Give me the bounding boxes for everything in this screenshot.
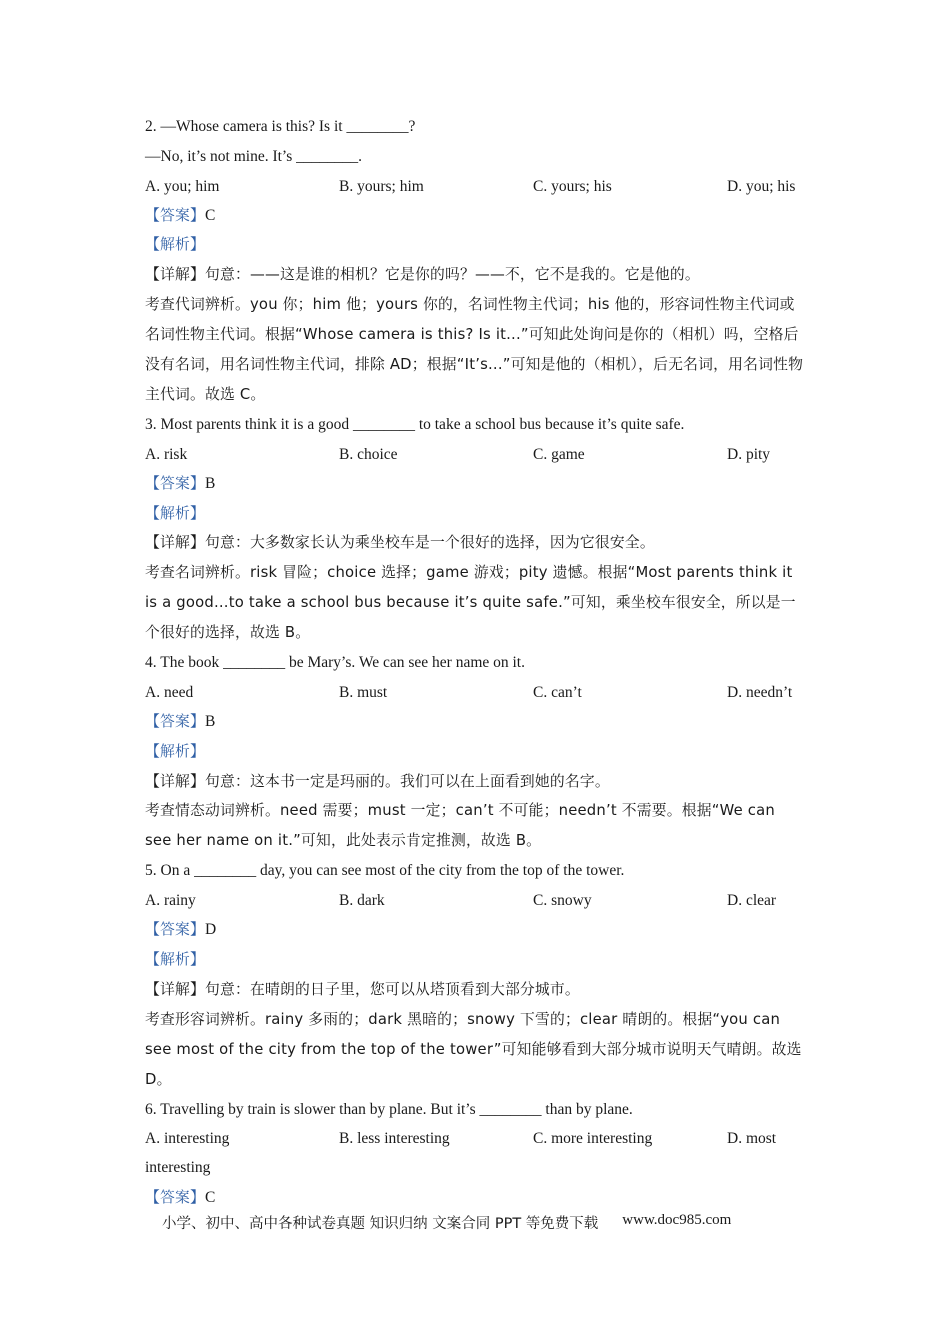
q5-analysis xyxy=(145,945,805,975)
q5-detail-1 xyxy=(145,975,805,1005)
q3-option-a: A. risk xyxy=(145,445,188,463)
q5-detail-1-text: 句意：在晴朗的日子里，您可以从塔顶看到大部分城市。 xyxy=(205,980,580,998)
q6-options xyxy=(145,1124,805,1153)
q2-option-c: C. yours; his xyxy=(533,177,612,195)
answer-tag: 【答案】 xyxy=(145,921,205,939)
answer-tag: 【答案】 xyxy=(145,474,205,492)
q2-detail-1 xyxy=(145,260,805,290)
q4-detail-2: 考查情态动词辨析。need 需要；must 一定；can’t 不可能；needn’t 不需要。根据“We can see her name on it.”可知，此处表示肯定推测，故选 B。 xyxy=(145,802,775,850)
q2-detail-2: 考查代词辨析。you 你；him 他；yours 你的，名词性物主代词；his 他的，形容词性物主代词或名词性物主代词。根据“Whose camera is this? Is it...”可知此处询问是你的（相机）吗，空格后没有名词，用名词性物主代词，排除 AD；根据“It’s...”可知是他的（相机），后无名词，用名词性物主代词。故选 C。 xyxy=(145,295,804,403)
q2-option-b: B. yours; him xyxy=(339,177,424,195)
q3-answer-value: B xyxy=(205,474,216,492)
q4-option-d: D. needn’t xyxy=(727,683,793,701)
q6-option-b: B. less interesting xyxy=(339,1130,450,1148)
q4-options xyxy=(145,678,805,707)
q2-detail-1-text: 句意：——这是谁的相机？它是你的吗？——不，它不是我的。它是他的。 xyxy=(205,266,700,284)
q3-option-d: D. pity xyxy=(727,445,771,463)
q4-answer-value: B xyxy=(205,712,216,730)
q5-option-b: B. dark xyxy=(339,892,385,910)
detail-tag: 【详解】 xyxy=(145,980,205,998)
analysis-tag: 【解析】 xyxy=(145,504,205,522)
q5-answer-value: D xyxy=(205,921,217,939)
q6-option-d-wrap: interesting xyxy=(145,1159,211,1177)
q2-options xyxy=(145,172,805,201)
q3-stem-line1: 3. Most parents think it is a good ________ to take a school bus because it’s quite safe. xyxy=(145,415,685,433)
q3-detail-1 xyxy=(145,528,805,558)
detail-tag: 【详解】 xyxy=(145,772,205,790)
q4-option-a: A. need xyxy=(145,683,194,701)
page-footer xyxy=(162,1212,802,1233)
analysis-tag: 【解析】 xyxy=(145,236,205,254)
q2-analysis xyxy=(145,230,805,260)
q6-option-a: A. interesting xyxy=(145,1130,230,1148)
q4-detail-1 xyxy=(145,767,805,797)
answer-tag: 【答案】 xyxy=(145,1189,205,1207)
q5-stem-line1: 5. On a ________ day, you can see most of the city from the top of the tower. xyxy=(145,862,625,880)
q6-option-c: C. more interesting xyxy=(533,1130,653,1148)
footer-text: 小学、初中、高中各种试卷真题 知识归纳 文案合同 PPT 等免费下载 xyxy=(162,1216,599,1232)
q5-detail-2: 考查形容词辨析。rainy 多雨的；dark 黑暗的；snowy 下雪的；clear 晴朗的。根据“you can see most of the city from the top of the tower”可知能够看到大部分城市说明天气晴朗。故选 D。 xyxy=(145,1010,802,1088)
q2-stem-line2: —No, it’s not mine. It’s ________. xyxy=(145,147,362,165)
q2-option-a: A. you; him xyxy=(145,177,220,195)
q4-option-b: B. must xyxy=(339,683,388,701)
q6-option-d: D. most xyxy=(727,1130,777,1148)
q6-answer-value: C xyxy=(205,1189,216,1207)
q4-option-c: C. can’t xyxy=(533,683,582,701)
q3-options xyxy=(145,440,805,469)
q6-answer xyxy=(145,1183,805,1213)
answer-tag: 【答案】 xyxy=(145,712,205,730)
q2-option-d: D. you; his xyxy=(727,177,796,195)
analysis-tag: 【解析】 xyxy=(145,950,205,968)
q5-answer xyxy=(145,915,805,945)
detail-tag: 【详解】 xyxy=(145,266,205,284)
q2-answer-value: C xyxy=(205,206,216,224)
q3-option-b: B. choice xyxy=(339,445,398,463)
q5-option-a: A. rainy xyxy=(145,892,196,910)
q3-detail-1-text: 句意：大多数家长认为乘坐校车是一个很好的选择，因为它很安全。 xyxy=(205,534,655,552)
q5-options xyxy=(145,886,805,915)
q6-stem-line1: 6. Travelling by train is slower than by plane. But it’s ________ than by plane. xyxy=(145,1100,633,1118)
q5-option-c: C. snowy xyxy=(533,892,592,910)
answer-tag: 【答案】 xyxy=(145,206,205,224)
q3-answer xyxy=(145,469,805,499)
q3-option-c: C. game xyxy=(533,445,585,463)
q4-detail-1-text: 句意：这本书一定是玛丽的。我们可以在上面看到她的名字。 xyxy=(205,772,610,790)
q4-answer xyxy=(145,707,805,737)
q2-stem-line1: 2. —Whose camera is this? Is it ________? xyxy=(145,118,416,135)
q2-answer xyxy=(145,201,805,231)
q4-stem-line1: 4. The book ________ be Mary’s. We can see her name on it. xyxy=(145,654,525,672)
analysis-tag: 【解析】 xyxy=(145,742,205,760)
question-content xyxy=(145,112,805,1213)
q3-analysis xyxy=(145,499,805,529)
q4-analysis xyxy=(145,737,805,767)
footer-site-link[interactable]: www.doc985.com xyxy=(622,1212,732,1228)
q3-detail-2: 考查名词辨析。risk 冒险；choice 选择；game 游戏；pity 遗憾。根据“Most parents think it is a good...to take a school bus because it’s quite safe.”可知，乘坐校车很安全，所以是一个很好的选择，故选 B。 xyxy=(145,564,796,642)
q5-option-d: D. clear xyxy=(727,892,777,910)
detail-tag: 【详解】 xyxy=(145,534,205,552)
